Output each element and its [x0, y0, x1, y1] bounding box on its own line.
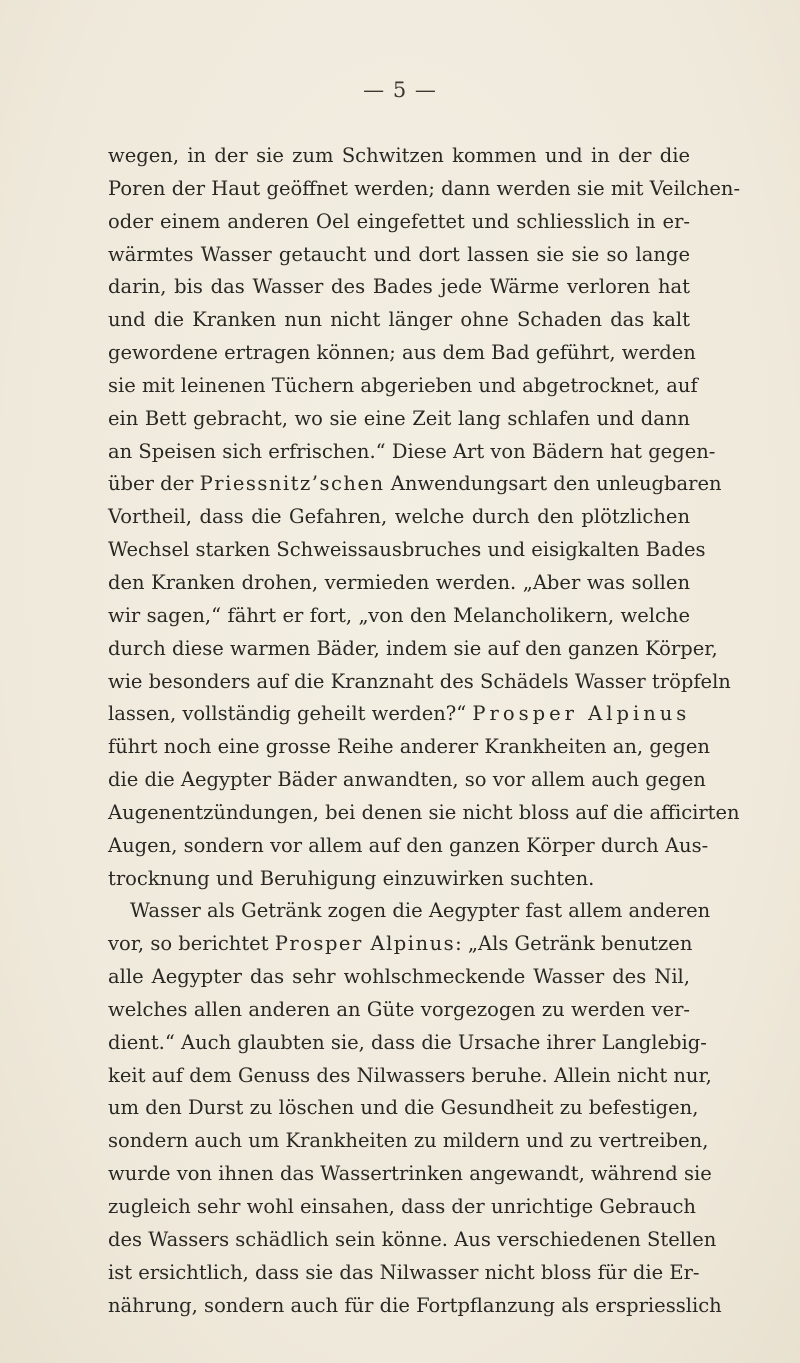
text-run: nährung, sondern auch für die Fortpflanzung als erspriesslich	[108, 1293, 722, 1317]
text-run: gewordene ertragen können; aus dem Bad geführt, werden	[108, 341, 696, 365]
text-run: trocknung und Beruhigung einzuwirken suchten.	[108, 866, 595, 890]
text-line	[108, 1060, 712, 1093]
text-run: wurde von ihnen das Wassertrinken angewandt, während sie	[108, 1162, 712, 1186]
text-run: alle Aegypter das sehr wohlschmeckende Wasser des Nil,	[108, 965, 690, 989]
text-run: keit auf dem Genuss des Nilwassers beruhe. Allein nicht nur,	[108, 1063, 712, 1087]
text-run: ist ersichtlich, dass sie das Nilwasser nicht bloss für die Er-	[108, 1260, 700, 1284]
text-line	[108, 304, 690, 337]
text-line	[108, 337, 696, 370]
text-line	[108, 666, 731, 699]
text-line	[108, 1158, 712, 1191]
text-run: lassen, vollständig geheilt werden?“	[108, 702, 473, 726]
text-line	[108, 698, 690, 731]
text-run: welches allen anderen an Güte vorgezogen zu werden ver-	[108, 997, 690, 1021]
text-line	[108, 600, 690, 633]
text-run: den Kranken drohen, vermieden werden. „Aber was sollen	[108, 570, 690, 594]
text-run: die die Aegypter Bäder anwandten, so vor allem auch gegen	[108, 768, 706, 792]
text-line	[108, 863, 690, 896]
text-run: Wasser als Getränk zogen die Aegypter fast allem anderen	[130, 899, 711, 923]
text-line	[108, 436, 716, 469]
text-line	[108, 206, 690, 239]
text-run: darin, bis das Wasser des Bades jede Wärme verloren hat	[108, 275, 690, 299]
text-line	[108, 1290, 722, 1323]
name-spaced: Prosper Alpinus	[472, 702, 691, 726]
text-line	[108, 1125, 709, 1158]
text-line	[108, 830, 709, 863]
text-run: oder einem anderen Oel eingefettet und schliesslich in er-	[108, 209, 690, 233]
text-run: führt noch eine grosse Reihe anderer Krankheiten an, gegen	[108, 735, 710, 759]
text-run: wir sagen,“ fährt er fort, „von den Melancholikern, welche	[108, 603, 690, 627]
text-line	[108, 994, 690, 1027]
text-line	[108, 1027, 707, 1060]
text-line	[108, 1191, 696, 1224]
text-line	[108, 1224, 717, 1257]
text-line	[108, 239, 690, 272]
text-run: Augen, sondern vor allem auf den ganzen Körper durch Aus-	[108, 833, 709, 857]
text-line	[108, 370, 698, 403]
text-line	[108, 1092, 699, 1125]
name-spaced: Priessnitz’schen	[199, 472, 385, 496]
body-text	[108, 140, 741, 1322]
text-line	[108, 764, 706, 797]
text-run: und die Kranken nun nicht länger ohne Schaden das kalt	[108, 308, 690, 332]
page-number: — 5 —	[363, 78, 437, 102]
text-line	[108, 173, 741, 206]
text-run: wie besonders auf die Kranznaht des Schädels Wasser tröpfeln	[108, 669, 731, 693]
text-line	[108, 633, 718, 666]
text-run: vor, so berichtet	[108, 932, 275, 956]
text-line	[108, 797, 740, 830]
text-run: sie mit leinenen Tüchern abgerieben und abgetrocknet, auf	[108, 373, 698, 397]
text-line	[108, 731, 710, 764]
text-line	[108, 403, 690, 436]
text-run: um den Durst zu löschen und die Gesundheit zu befestigen,	[108, 1096, 699, 1120]
text-run: durch diese warmen Bäder, indem sie auf den ganzen Körper,	[108, 636, 718, 660]
text-run: des Wassers schädlich sein könne. Aus verschiedenen Stellen	[108, 1227, 717, 1251]
text-run: zugleich sehr wohl einsahen, dass der unrichtige Gebrauch	[108, 1195, 696, 1218]
text-run: wärmtes Wasser getaucht und dort lassen sie sie so lange	[108, 242, 690, 266]
text-line	[108, 928, 693, 961]
text-run: : „Als Getränk benutzen	[455, 932, 693, 956]
text-run: über der	[108, 472, 200, 496]
text-line	[108, 567, 690, 600]
text-line	[108, 271, 690, 304]
text-line	[108, 468, 722, 501]
text-run: wegen, in der sie zum Schwitzen kommen und in der die	[108, 144, 690, 167]
text-run: sondern auch um Krankheiten zu mildern und zu vertreiben,	[108, 1129, 709, 1153]
text-line	[108, 895, 711, 928]
text-run: an Speisen sich erfrischen.“ Diese Art von Bädern hat gegen-	[108, 439, 716, 463]
text-line	[108, 1257, 700, 1290]
text-run: Wechsel starken Schweissausbruches und eisigkalten Bades	[108, 538, 706, 562]
name-spaced: Prosper Alpinus	[274, 932, 456, 956]
text-run: dient.“ Auch glaubten sie, dass die Ursache ihrer Langlebig-	[108, 1030, 707, 1054]
text-run: Poren der Haut geöffnet werden; dann werden sie mit Veilchen-	[108, 176, 741, 200]
text-line	[108, 501, 690, 534]
text-line	[108, 534, 706, 567]
text-run: ein Bett gebracht, wo sie eine Zeit lang schlafen und dann	[108, 406, 690, 430]
text-line	[108, 961, 690, 994]
text-run: Augenentzündungen, bei denen sie nicht bloss auf die afficirten	[108, 800, 740, 824]
text-run: Anwendungsart den unleugbaren	[384, 472, 722, 496]
text-line	[108, 140, 690, 173]
text-run: Vortheil, dass die Gefahren, welche durch den plötzlichen	[108, 505, 690, 529]
